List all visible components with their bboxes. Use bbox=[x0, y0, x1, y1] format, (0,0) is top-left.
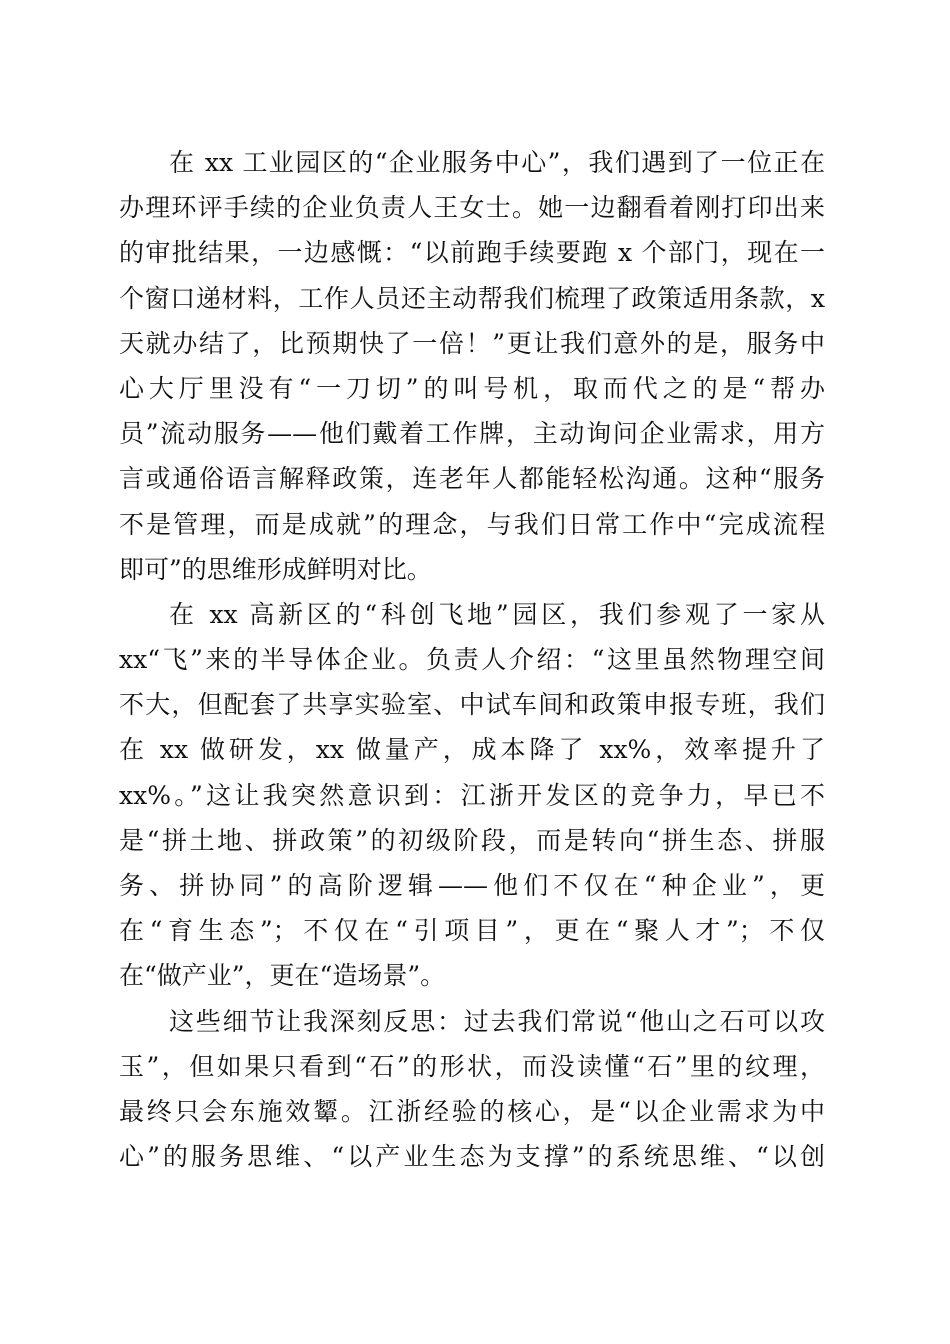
text-line: 不大，但配套了共享实验室、中试车间和政策申报专班，我们 bbox=[119, 690, 825, 720]
text-line: 最终只会东施效颦。江浙经验的核心，是“以企业需求为中 bbox=[119, 1096, 825, 1126]
text-line: xx%。”这让我突然意识到：江浙开发区的竞争力，早已不 bbox=[119, 780, 825, 810]
text-line: xx“飞”来的半导体企业。负责人介绍：“这里虽然物理空间 bbox=[119, 645, 825, 675]
text-line: 在“育生态”；不仅在“引项目”，更在“聚人才”；不仅 bbox=[119, 916, 825, 946]
text-line: 员”流动服务——他们戴着工作牌，主动询问企业需求，用方 bbox=[119, 419, 825, 449]
text-line: 是“拼土地、拼政策”的初级阶段，而是转向“拼生态、拼服 bbox=[119, 825, 825, 855]
document-body bbox=[119, 140, 825, 1179]
text-line: 办理环评手续的企业负责人王女士。她一边翻看着刚打印出来 bbox=[119, 193, 825, 223]
paragraph-1 bbox=[119, 140, 825, 592]
text-line: 在 xx 高新区的“科创飞地”园区，我们参观了一家从 bbox=[169, 599, 825, 629]
text-line: 天就办结了，比预期快了一倍！”更让我们意外的是，服务中 bbox=[119, 328, 825, 358]
text-line: 即可”的思维形成鲜明对比。 bbox=[119, 554, 432, 584]
text-line: 在 xx 工业园区的“企业服务中心”，我们遇到了一位正在 bbox=[169, 148, 825, 177]
text-line: 这些细节让我深刻反思：过去我们常说“他山之石可以攻 bbox=[169, 1006, 825, 1036]
paragraph-3 bbox=[119, 999, 825, 1180]
paragraph-2 bbox=[119, 592, 825, 999]
text-line: 在 xx 做研发，xx 做量产，成本降了 xx%，效率提升了 bbox=[119, 735, 825, 765]
text-line: 言或通俗语言解释政策，连老年人都能轻松沟通。这种“服务 bbox=[119, 464, 825, 494]
text-line: 务、拼协同”的高阶逻辑——他们不仅在“种企业”，更 bbox=[119, 871, 825, 900]
text-line: 个窗口递材料，工作人员还主动帮我们梳理了政策适用条款，x bbox=[119, 283, 825, 313]
text-line: 心”的服务思维、“以产业生态为支撑”的系统思维、“以创 bbox=[119, 1142, 825, 1172]
text-line: 不是管理，而是成就”的理念，与我们日常工作中“完成流程 bbox=[119, 509, 825, 539]
text-line: 玉”，但如果只看到“石”的形状，而没读懂“石”里的纹理， bbox=[119, 1051, 825, 1081]
text-line: 的审批结果，一边感慨：“以前跑手续要跑 x 个部门，现在一 bbox=[119, 238, 825, 268]
text-line: 在“做产业”，更在“造场景”。 bbox=[119, 961, 446, 991]
text-line: 心大厅里没有“一刀切”的叫号机，取而代之的是“帮办 bbox=[119, 373, 825, 403]
